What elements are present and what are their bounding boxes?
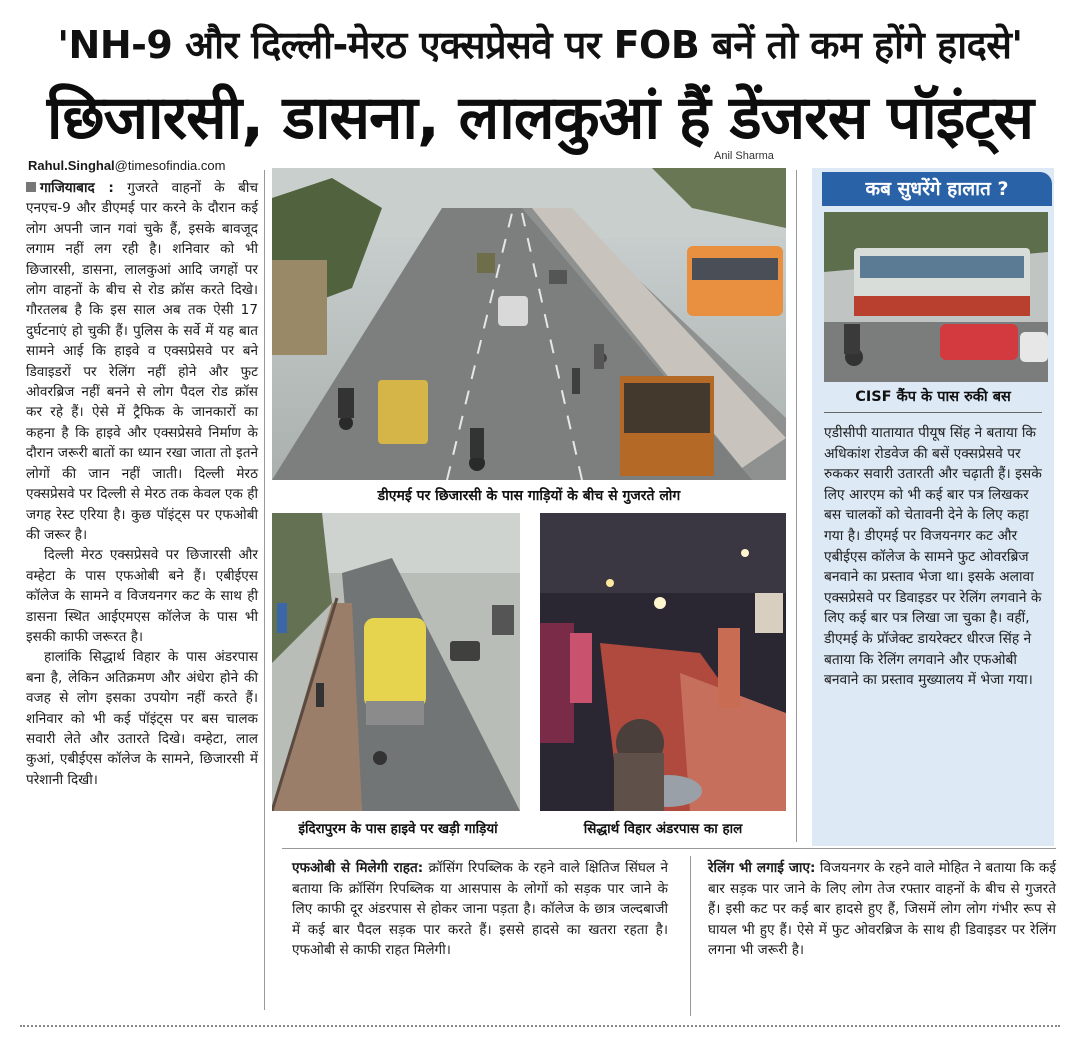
sidebar-photo [824,212,1048,382]
underpass-market-image [540,513,786,811]
sidebar-title: कब सुधरेंगे हालात ? [822,172,1052,206]
kicker-headline: 'NH-9 और दिल्ली-मेरठ एक्सप्रेसवे पर FOB बनें तो कम होंगे हादसे' [57,23,1023,67]
page-bottom-rule [20,1025,1060,1027]
bottom-left-column [292,858,668,961]
sidebar-box [812,168,1054,846]
sidebar-body-text: एडीसीपी यातायात पीयूष सिंह ने बताया कि अधिकांश रोडवेज की बसें एक्सप्रेसवे पर रुककर सवारी उतारती और चढ़ाती हैं। इसके लिए आरएम को भी कई बार पत्र लिखकर बस चालकों को चेतावनी देने के लिए कहा गया है। डीएमई पर विजयनगर कट और एबीईएस कॉलेज के सामने फुट ओवरब्रिज बनवाने का प्रस्ताव भेजा था। इसके अलावा एक्सप्रेसवे पर डिवाइडर पर रेलिंग लगवाने के लिए कई बार पत्र लिखा जा चुका है। वहीं, डीएमई के प्रॉजेक्ट डायरेक्टर धीरज सिंह ने बताया कि रेलिंग लगवाने और एफओबी बनवाने का प्रस्ताव मुख्यालय में भेजा गया। [824,425,1042,689]
fob-relief-lead: एफओबी से मिलेगी राहत: [292,860,424,876]
byline-domain: @timesofindia.com [114,158,226,173]
bottom-column-divider [690,856,691,1016]
railing-lead: रेलिंग भी लगाई जाए: [708,860,816,876]
main-photo-caption: डीएमई पर छिजारसी के पास गाड़ियों के बीच से गुजरते लोग [377,488,681,504]
column-divider [264,170,265,1010]
byline-name: Rahul.Singhal [28,158,115,173]
sidebar-photo-caption: CISF कैंप के पास रुकी बस [855,389,1011,405]
dateline-square-icon [26,182,36,192]
railing-text: विजयनगर के रहने वाले मोहित ने बताया कि कई बार सड़क पार जाने के लिए लोग तेज रफ्तार वाहनों के बीच से गुजरते हैं। इसी कट पर कई बार हादसे हुए हैं, जिसमें लोग लोग गंभीर रूप से घायल भी हुए हैं। ऐसे में फुट ओवरब्रिज के साथ ही डिवाइडर पर रेलिंग लगना भी जरूरी है। [708,860,1056,959]
byline [28,158,225,173]
left-column [26,178,258,790]
fob-relief-text: क्रॉसिंग रिपब्लिक के रहने वाले क्षितिज सिंघल ने बताया कि क्रॉसिंग रिपब्लिक या आसपास के लोगों को सड़क पार जाने के लिए काफी दूर अंडरपास से होकर जाना पड़ता है। कॉलेज के छात्र जल्दबाजी में कई बार पैदल सड़क पार करते हैं। इससे हादसे का खतरा रहता है। एफओबी से काफी राहत मिलेगी। [292,860,669,959]
bus-stopped-image [824,212,1048,382]
sidebar-separator [824,412,1042,413]
paragraph-text: गुजरते वाहनों के बीच एनएच-9 और डीएमई पार करने के दौरान कई लोग अपनी जान गवां चुके हैं, इसके बावजूद लगाम नहीं लग रही है। शनिवार को भी छिजारसी, डासना, लालकुआं आदि जगहों पर लोग वाहनों के बीच से रोड क्रॉस करते दिखे। गौरतलब है कि इस साल अब तक ऐसी 17 दुर्घटनाएं हो चुकी हैं। पुलिस के सर्वे में यह बात सामने आई कि हाइवे व एक्सप्रेसवे पर बने डिवाइडरों पर रेलिंग नहीं होने और फुट ओवरब्रिज नहीं बनने से लोग पैदल रोड क्रॉस कर रहे हैं। ऐसे में ट्रैफिक के जानकारों का कहना है कि हाइवे और एक्सप्रेसवे निर्माण के दौरान जरूरी बातों का ध्यान रखा जाता तो इतने लोगों की जान नहीं जाती। दिल्ली मेरठ एक्सप्रेसवे पर दिल्ली से मेरठ तक केवल एक ही जगह रेस्ट एरिया है। कुछ पॉइंट्स पर एफओबी की जरूर है। [26,180,258,543]
left-paragraph-1 [26,178,258,545]
highway-crossing-image [272,168,786,480]
left-paragraph-2: दिल्ली मेरठ एक्सप्रेसवे पर छिजारसी और वम्हेटा के पास एफओबी बने हैं। एबीईएस कॉलेज के सामने व विजयनगर कट के साथ ही डासना स्थित आईएमएस कॉलेज के पास भी इसकी काफी जरूरत है। [26,547,258,645]
underpass-photo [540,513,786,811]
left-paragraph-3: हालांकि सिद्धार्थ विहार के पास अंडरपास बना है, लेकिन अतिक्रमण और अंधेरा होने की वजह से लोग इसका उपयोग नहीं करते हैं। शनिवार को भी कई पॉइंट्स पर बस चालक सवारी लेते और उतारते दिखे। वम्हेटा, लाल कुआं, एबीईएस कॉलेज के सामने, छिजारसी में परेशानी दिखी। [26,649,258,788]
sidebar-divider [796,170,797,842]
bottom-right-column [708,858,1056,961]
parked-vehicles-image [272,513,520,811]
indirapuram-photo [272,513,520,811]
indirapuram-caption: इंदिरापुरम के पास हाइवे पर खड़ी गाड़ियां [298,821,498,837]
underpass-caption: सिद्धार्थ विहार अंडरपास का हाल [583,821,743,837]
dateline: गाजियाबाद : [40,180,114,196]
photo-credit: Anil Sharma [714,150,774,162]
main-headline: छिजारसी, डासना, लालकुआं हैं डेंजरस पॉइंट्स [46,83,1034,153]
bottom-section-rule [282,848,1056,849]
main-photo [272,168,786,480]
